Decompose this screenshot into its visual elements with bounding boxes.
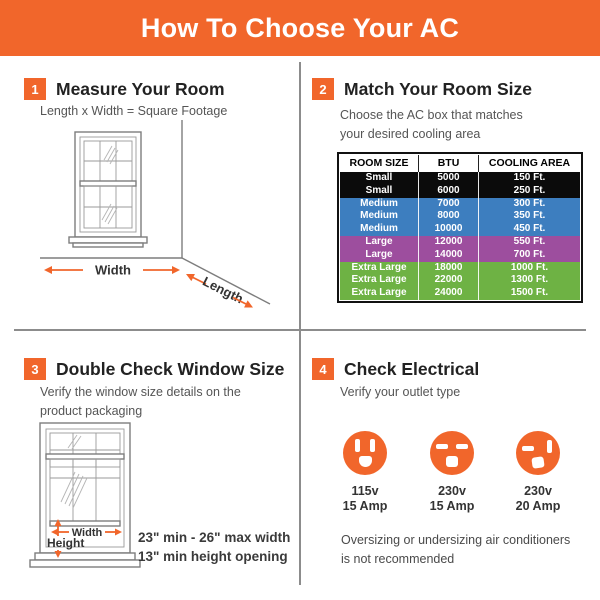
step3-title: Double Check Window Size xyxy=(56,359,285,379)
step1-subtitle: Length x Width = Square Footage xyxy=(40,104,228,118)
table-row xyxy=(340,249,580,262)
window-illustration xyxy=(69,132,147,247)
cooling-area-cell: 250 Ft. xyxy=(478,185,580,198)
width-arrow xyxy=(44,263,180,278)
btu-cell: 22000 xyxy=(418,274,478,287)
divider-vertical xyxy=(299,62,301,585)
step4-title: Check Electrical xyxy=(344,359,480,379)
btu-cell: 18000 xyxy=(418,262,478,275)
outlet-115v-label: 115v 15 Amp xyxy=(342,484,388,513)
table-header-row xyxy=(340,155,580,172)
room-size-cell: Extra Large xyxy=(351,287,407,299)
step4-subtitle: Verify your outlet type xyxy=(340,385,461,399)
room-size-cell: Extra Large xyxy=(351,261,407,273)
outlet-115v-15amp xyxy=(320,431,410,514)
cooling-area-cell: 700 Ft. xyxy=(478,249,580,262)
room-size-cell: Medium xyxy=(360,210,398,222)
divider-horizontal xyxy=(14,329,586,331)
outlet-230v-15amp xyxy=(407,431,497,514)
length-label: Length xyxy=(200,273,246,307)
table-body xyxy=(340,172,580,300)
room-size-cell: Medium xyxy=(360,197,398,209)
room-size-cell: Extra Large xyxy=(351,274,407,286)
step1-number-badge: 1 xyxy=(24,78,46,100)
step2-number-badge: 2 xyxy=(312,78,334,100)
btu-cell: 10000 xyxy=(418,223,478,236)
width-label: Width xyxy=(95,262,131,278)
btu-cell: 7000 xyxy=(418,198,478,211)
room-size-cell: Small xyxy=(365,172,393,183)
table-row xyxy=(340,274,580,287)
room-size-header: ROOM SIZE xyxy=(349,157,409,169)
btu-header: BTU xyxy=(418,155,478,172)
room-size-cell: Large xyxy=(365,235,393,247)
cooling-area-cell: 1300 Ft. xyxy=(478,274,580,287)
room-size-table xyxy=(337,152,583,303)
outlet-115v-icon xyxy=(343,431,387,475)
btu-cell: 8000 xyxy=(418,210,478,223)
room-size-cell: Small xyxy=(365,184,393,196)
table-row xyxy=(340,287,580,300)
table-row xyxy=(340,198,580,211)
cooling-area-cell: 450 Ft. xyxy=(478,223,580,236)
window-size-diagram xyxy=(25,410,155,588)
btu-cell: 5000 xyxy=(418,172,478,185)
opening-width-label: Width xyxy=(71,527,103,539)
room-size-cell: Large xyxy=(365,248,393,260)
step2-subtitle: Choose the AC box that matches your desired cooling area xyxy=(340,108,523,141)
table-row xyxy=(340,210,580,223)
outlet-230v-15amp-label: 230v 15 Amp xyxy=(429,484,475,513)
table-row xyxy=(340,172,580,185)
step2-title: Match Your Room Size xyxy=(344,79,532,99)
btu-cell: 24000 xyxy=(418,287,478,300)
step4-number-badge: 4 xyxy=(312,358,334,380)
sizing-note: Oversizing or undersizing air conditioners is not recommended xyxy=(341,533,571,566)
table-row xyxy=(340,185,580,198)
cooling-area-cell: 1500 Ft. xyxy=(478,287,580,300)
table-row xyxy=(340,236,580,249)
outlet-230v-15amp-icon xyxy=(430,431,474,475)
step3-subtitle: Verify the window size details on the product packaging xyxy=(40,385,241,418)
step3-number-badge: 3 xyxy=(24,358,46,380)
room-corner-diagram xyxy=(20,116,290,326)
cooling-area-cell: 150 Ft. xyxy=(478,172,580,185)
page-title: How To Choose Your AC xyxy=(140,12,460,43)
table-row xyxy=(340,223,580,236)
outlet-230v-20amp xyxy=(493,431,583,514)
header-banner xyxy=(0,0,600,56)
cooling-area-cell: 300 Ft. xyxy=(478,198,580,211)
outlet-230v-20amp-icon xyxy=(516,431,560,475)
window-specs-text: 23" min - 26" max width 13" min height opening xyxy=(138,530,291,564)
btu-cell: 6000 xyxy=(418,185,478,198)
cooling-area-cell: 550 Ft. xyxy=(478,236,580,249)
step1-title: Measure Your Room xyxy=(56,79,225,99)
table-row xyxy=(340,262,580,275)
btu-cell: 14000 xyxy=(418,249,478,262)
outlet-230v-20amp-label: 230v 20 Amp xyxy=(515,484,561,513)
cooling-area-cell: 350 Ft. xyxy=(478,210,580,223)
room-size-cell: Medium xyxy=(360,223,398,235)
cooling-area-cell: 1000 Ft. xyxy=(478,262,580,275)
btu-cell: 12000 xyxy=(418,236,478,249)
opening-height-label: Height xyxy=(47,536,85,550)
cooling-area-header: COOLING AREA xyxy=(478,155,580,172)
